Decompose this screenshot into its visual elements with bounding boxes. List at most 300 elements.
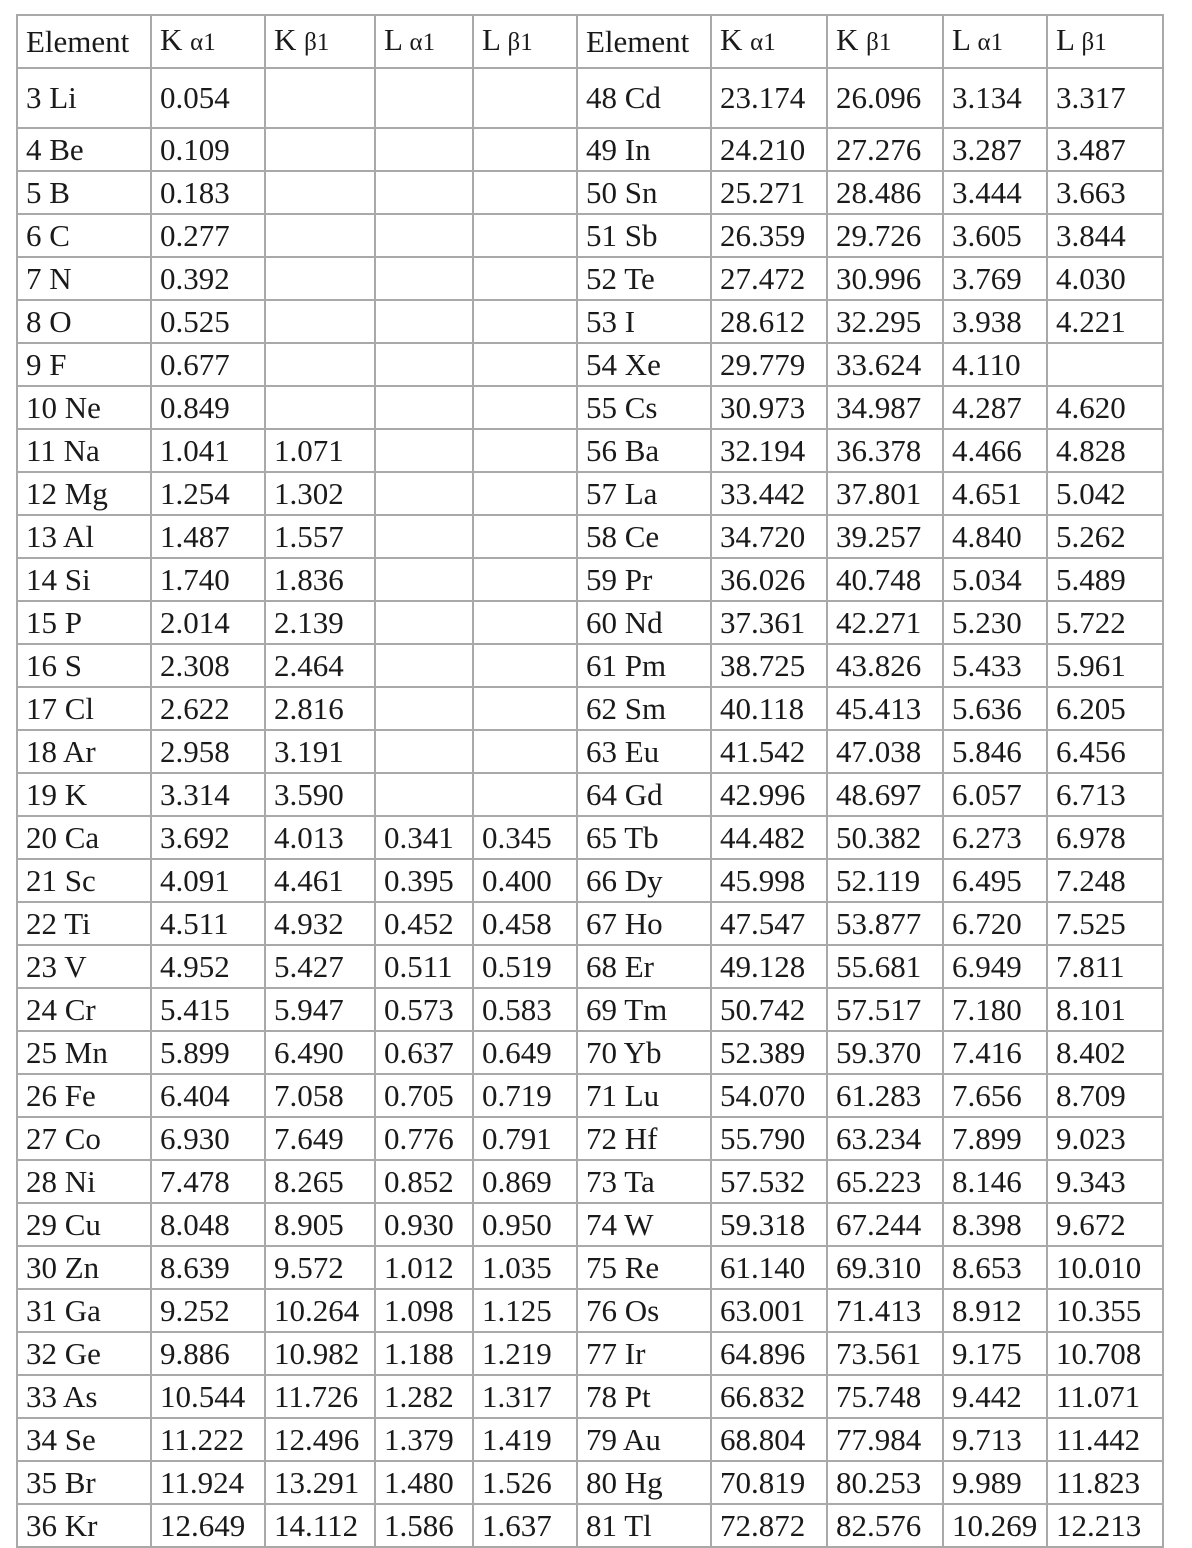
energy-cell bbox=[375, 128, 473, 171]
energy-cell: 6.456 bbox=[1047, 730, 1163, 773]
element-cell: 50 Sn bbox=[577, 171, 711, 214]
element-cell: 31 Ga bbox=[17, 1289, 151, 1332]
element-cell: 49 In bbox=[577, 128, 711, 171]
energy-cell bbox=[473, 601, 577, 644]
energy-cell: 11.071 bbox=[1047, 1375, 1163, 1418]
energy-cell: 7.811 bbox=[1047, 945, 1163, 988]
energy-cell: 71.413 bbox=[827, 1289, 943, 1332]
energy-cell: 11.823 bbox=[1047, 1461, 1163, 1504]
energy-cell: 33.624 bbox=[827, 343, 943, 386]
energy-cell bbox=[375, 68, 473, 128]
element-cell: 18 Ar bbox=[17, 730, 151, 773]
element-cell: 79 Au bbox=[577, 1418, 711, 1461]
energy-cell: 9.023 bbox=[1047, 1117, 1163, 1160]
element-cell: 24 Cr bbox=[17, 988, 151, 1031]
energy-cell: 38.725 bbox=[711, 644, 827, 687]
column-header-symbol: Element bbox=[586, 23, 690, 59]
energy-cell bbox=[473, 730, 577, 773]
column-header-symbol: L bbox=[1056, 22, 1074, 57]
energy-cell: 11.222 bbox=[151, 1418, 265, 1461]
energy-cell: 59.318 bbox=[711, 1203, 827, 1246]
energy-cell bbox=[1047, 343, 1163, 386]
energy-cell: 1.282 bbox=[375, 1375, 473, 1418]
energy-cell: 27.472 bbox=[711, 257, 827, 300]
energy-cell bbox=[375, 257, 473, 300]
energy-cell: 3.769 bbox=[943, 257, 1047, 300]
energy-cell: 4.091 bbox=[151, 859, 265, 902]
energy-cell: 0.583 bbox=[473, 988, 577, 1031]
table-row bbox=[17, 816, 1163, 859]
column-header-symbol: Element bbox=[26, 23, 130, 59]
energy-cell: 10.269 bbox=[943, 1504, 1047, 1547]
energy-cell bbox=[473, 128, 577, 171]
energy-cell: 3.605 bbox=[943, 214, 1047, 257]
energy-cell: 0.869 bbox=[473, 1160, 577, 1203]
energy-cell: 2.464 bbox=[265, 644, 375, 687]
energy-cell: 28.486 bbox=[827, 171, 943, 214]
element-cell: 32 Ge bbox=[17, 1332, 151, 1375]
energy-cell: 45.413 bbox=[827, 687, 943, 730]
energy-cell: 8.048 bbox=[151, 1203, 265, 1246]
energy-cell: 5.722 bbox=[1047, 601, 1163, 644]
energy-cell: 4.221 bbox=[1047, 300, 1163, 343]
header-row bbox=[17, 15, 1163, 68]
energy-cell: 42.996 bbox=[711, 773, 827, 816]
energy-cell: 4.828 bbox=[1047, 429, 1163, 472]
energy-cell: 40.118 bbox=[711, 687, 827, 730]
column-header-symbol: L bbox=[952, 22, 970, 57]
energy-cell: 37.361 bbox=[711, 601, 827, 644]
element-cell: 35 Br bbox=[17, 1461, 151, 1504]
energy-cell: 34.720 bbox=[711, 515, 827, 558]
energy-cell: 0.452 bbox=[375, 902, 473, 945]
column-header-line-label: β1 bbox=[1081, 29, 1107, 56]
energy-cell bbox=[375, 472, 473, 515]
energy-cell: 9.572 bbox=[265, 1246, 375, 1289]
energy-cell bbox=[265, 128, 375, 171]
energy-cell: 43.826 bbox=[827, 644, 943, 687]
energy-cell: 4.620 bbox=[1047, 386, 1163, 429]
energy-cell: 5.899 bbox=[151, 1031, 265, 1074]
energy-cell: 65.223 bbox=[827, 1160, 943, 1203]
energy-cell: 0.705 bbox=[375, 1074, 473, 1117]
energy-cell: 8.101 bbox=[1047, 988, 1163, 1031]
energy-cell: 8.402 bbox=[1047, 1031, 1163, 1074]
element-cell: 69 Tm bbox=[577, 988, 711, 1031]
energy-cell: 2.308 bbox=[151, 644, 265, 687]
energy-cell: 0.525 bbox=[151, 300, 265, 343]
column-header-symbol: K bbox=[720, 22, 743, 57]
element-cell: 48 Cd bbox=[577, 68, 711, 128]
element-cell: 64 Gd bbox=[577, 773, 711, 816]
element-cell: 76 Os bbox=[577, 1289, 711, 1332]
energy-cell: 10.982 bbox=[265, 1332, 375, 1375]
energy-cell: 3.692 bbox=[151, 816, 265, 859]
energy-cell: 3.844 bbox=[1047, 214, 1163, 257]
energy-cell: 10.544 bbox=[151, 1375, 265, 1418]
table-row bbox=[17, 300, 1163, 343]
energy-cell: 1.098 bbox=[375, 1289, 473, 1332]
energy-cell: 10.010 bbox=[1047, 1246, 1163, 1289]
energy-cell: 1.419 bbox=[473, 1418, 577, 1461]
column-header-symbol: L bbox=[384, 22, 402, 57]
element-cell: 23 V bbox=[17, 945, 151, 988]
table-row bbox=[17, 902, 1163, 945]
energy-cell: 42.271 bbox=[827, 601, 943, 644]
element-cell: 21 Sc bbox=[17, 859, 151, 902]
element-cell: 68 Er bbox=[577, 945, 711, 988]
table-row bbox=[17, 1418, 1163, 1461]
energy-cell: 3.663 bbox=[1047, 171, 1163, 214]
energy-cell bbox=[375, 644, 473, 687]
energy-cell: 0.400 bbox=[473, 859, 577, 902]
energy-cell: 1.071 bbox=[265, 429, 375, 472]
column-header bbox=[375, 15, 473, 68]
energy-cell: 5.034 bbox=[943, 558, 1047, 601]
energy-cell: 3.444 bbox=[943, 171, 1047, 214]
energy-cell bbox=[473, 171, 577, 214]
energy-cell: 4.030 bbox=[1047, 257, 1163, 300]
energy-cell: 4.651 bbox=[943, 472, 1047, 515]
energy-cell bbox=[473, 68, 577, 128]
element-cell: 15 P bbox=[17, 601, 151, 644]
energy-cell: 37.801 bbox=[827, 472, 943, 515]
energy-cell: 3.287 bbox=[943, 128, 1047, 171]
energy-cell: 1.041 bbox=[151, 429, 265, 472]
energy-cell: 2.958 bbox=[151, 730, 265, 773]
energy-cell: 11.442 bbox=[1047, 1418, 1163, 1461]
energy-cell: 0.519 bbox=[473, 945, 577, 988]
element-cell: 27 Co bbox=[17, 1117, 151, 1160]
element-cell: 61 Pm bbox=[577, 644, 711, 687]
table-row bbox=[17, 730, 1163, 773]
table-row bbox=[17, 515, 1163, 558]
energy-cell: 0.345 bbox=[473, 816, 577, 859]
table-row bbox=[17, 343, 1163, 386]
energy-cell bbox=[473, 300, 577, 343]
energy-cell: 1.586 bbox=[375, 1504, 473, 1547]
element-cell: 25 Mn bbox=[17, 1031, 151, 1074]
energy-cell bbox=[473, 558, 577, 601]
energy-cell: 4.932 bbox=[265, 902, 375, 945]
energy-cell: 1.219 bbox=[473, 1332, 577, 1375]
energy-cell: 6.490 bbox=[265, 1031, 375, 1074]
energy-cell: 5.489 bbox=[1047, 558, 1163, 601]
column-header bbox=[17, 15, 151, 68]
energy-cell: 4.287 bbox=[943, 386, 1047, 429]
energy-cell: 14.112 bbox=[265, 1504, 375, 1547]
column-header bbox=[943, 15, 1047, 68]
energy-cell: 5.947 bbox=[265, 988, 375, 1031]
element-cell: 5 B bbox=[17, 171, 151, 214]
energy-cell bbox=[375, 171, 473, 214]
element-cell: 75 Re bbox=[577, 1246, 711, 1289]
column-header-symbol: K bbox=[274, 22, 297, 57]
energy-cell: 0.511 bbox=[375, 945, 473, 988]
energy-cell: 11.924 bbox=[151, 1461, 265, 1504]
energy-cell: 4.461 bbox=[265, 859, 375, 902]
energy-cell: 12.649 bbox=[151, 1504, 265, 1547]
energy-cell: 1.637 bbox=[473, 1504, 577, 1547]
energy-cell: 0.395 bbox=[375, 859, 473, 902]
element-cell: 81 Tl bbox=[577, 1504, 711, 1547]
element-cell: 12 Mg bbox=[17, 472, 151, 515]
element-cell: 73 Ta bbox=[577, 1160, 711, 1203]
table-row bbox=[17, 773, 1163, 816]
energy-cell: 1.317 bbox=[473, 1375, 577, 1418]
column-header bbox=[711, 15, 827, 68]
energy-cell: 69.310 bbox=[827, 1246, 943, 1289]
table-row bbox=[17, 128, 1163, 171]
energy-cell: 63.234 bbox=[827, 1117, 943, 1160]
element-cell: 26 Fe bbox=[17, 1074, 151, 1117]
energy-cell: 3.487 bbox=[1047, 128, 1163, 171]
table-header bbox=[17, 15, 1163, 68]
element-cell: 7 N bbox=[17, 257, 151, 300]
table-row bbox=[17, 1461, 1163, 1504]
table-row bbox=[17, 1332, 1163, 1375]
energy-cell: 34.987 bbox=[827, 386, 943, 429]
energy-cell: 27.276 bbox=[827, 128, 943, 171]
energy-cell: 2.622 bbox=[151, 687, 265, 730]
energy-cell: 7.058 bbox=[265, 1074, 375, 1117]
element-cell: 13 Al bbox=[17, 515, 151, 558]
element-cell: 16 S bbox=[17, 644, 151, 687]
energy-cell: 5.961 bbox=[1047, 644, 1163, 687]
energy-cell: 32.194 bbox=[711, 429, 827, 472]
energy-cell: 52.119 bbox=[827, 859, 943, 902]
energy-cell: 5.433 bbox=[943, 644, 1047, 687]
energy-cell bbox=[375, 730, 473, 773]
energy-cell: 1.480 bbox=[375, 1461, 473, 1504]
energy-cell bbox=[473, 343, 577, 386]
column-header-line-label: β1 bbox=[507, 29, 533, 56]
energy-cell: 7.416 bbox=[943, 1031, 1047, 1074]
energy-cell: 10.708 bbox=[1047, 1332, 1163, 1375]
energy-cell: 9.175 bbox=[943, 1332, 1047, 1375]
energy-cell: 0.849 bbox=[151, 386, 265, 429]
energy-cell bbox=[473, 429, 577, 472]
column-header-symbol: K bbox=[160, 22, 183, 57]
table-row bbox=[17, 1117, 1163, 1160]
column-header-line-label: α1 bbox=[750, 29, 776, 56]
energy-cell: 7.180 bbox=[943, 988, 1047, 1031]
element-cell: 66 Dy bbox=[577, 859, 711, 902]
energy-cell: 9.886 bbox=[151, 1332, 265, 1375]
energy-cell bbox=[473, 687, 577, 730]
energy-cell bbox=[375, 515, 473, 558]
energy-cell: 61.283 bbox=[827, 1074, 943, 1117]
energy-cell: 6.978 bbox=[1047, 816, 1163, 859]
energy-cell: 0.341 bbox=[375, 816, 473, 859]
energy-cell: 0.791 bbox=[473, 1117, 577, 1160]
energy-cell: 0.573 bbox=[375, 988, 473, 1031]
energy-cell: 4.952 bbox=[151, 945, 265, 988]
table-row bbox=[17, 1289, 1163, 1332]
energy-cell: 9.672 bbox=[1047, 1203, 1163, 1246]
energy-cell: 9.989 bbox=[943, 1461, 1047, 1504]
energy-cell: 67.244 bbox=[827, 1203, 943, 1246]
energy-cell: 39.257 bbox=[827, 515, 943, 558]
energy-cell: 1.379 bbox=[375, 1418, 473, 1461]
table-row bbox=[17, 1375, 1163, 1418]
energy-cell bbox=[375, 601, 473, 644]
energy-cell: 54.070 bbox=[711, 1074, 827, 1117]
table-row bbox=[17, 859, 1163, 902]
energy-cell: 1.836 bbox=[265, 558, 375, 601]
element-cell: 80 Hg bbox=[577, 1461, 711, 1504]
table-row bbox=[17, 644, 1163, 687]
energy-cell: 1.526 bbox=[473, 1461, 577, 1504]
column-header-symbol: L bbox=[482, 22, 500, 57]
energy-cell: 0.677 bbox=[151, 343, 265, 386]
energy-cell bbox=[473, 515, 577, 558]
energy-cell: 8.653 bbox=[943, 1246, 1047, 1289]
energy-cell bbox=[265, 214, 375, 257]
element-cell: 58 Ce bbox=[577, 515, 711, 558]
energy-cell: 6.930 bbox=[151, 1117, 265, 1160]
energy-cell: 55.681 bbox=[827, 945, 943, 988]
energy-cell: 40.748 bbox=[827, 558, 943, 601]
energy-cell: 0.183 bbox=[151, 171, 265, 214]
energy-cell: 4.013 bbox=[265, 816, 375, 859]
table-row bbox=[17, 1160, 1163, 1203]
energy-cell: 55.790 bbox=[711, 1117, 827, 1160]
energy-cell: 6.495 bbox=[943, 859, 1047, 902]
energy-cell bbox=[375, 687, 473, 730]
energy-cell: 33.442 bbox=[711, 472, 827, 515]
energy-cell: 29.779 bbox=[711, 343, 827, 386]
energy-cell: 59.370 bbox=[827, 1031, 943, 1074]
energy-cell: 12.496 bbox=[265, 1418, 375, 1461]
energy-cell bbox=[265, 257, 375, 300]
table-row bbox=[17, 429, 1163, 472]
energy-cell: 7.478 bbox=[151, 1160, 265, 1203]
table-row bbox=[17, 257, 1163, 300]
energy-cell: 9.343 bbox=[1047, 1160, 1163, 1203]
energy-cell: 32.295 bbox=[827, 300, 943, 343]
column-header bbox=[1047, 15, 1163, 68]
energy-cell: 4.511 bbox=[151, 902, 265, 945]
table-row bbox=[17, 472, 1163, 515]
energy-cell bbox=[473, 773, 577, 816]
energy-cell bbox=[265, 68, 375, 128]
energy-cell: 1.487 bbox=[151, 515, 265, 558]
energy-cell: 36.378 bbox=[827, 429, 943, 472]
element-cell: 54 Xe bbox=[577, 343, 711, 386]
energy-cell: 0.852 bbox=[375, 1160, 473, 1203]
energy-cell: 63.001 bbox=[711, 1289, 827, 1332]
energy-cell: 7.525 bbox=[1047, 902, 1163, 945]
energy-cell: 0.109 bbox=[151, 128, 265, 171]
column-header bbox=[265, 15, 375, 68]
energy-cell: 6.720 bbox=[943, 902, 1047, 945]
energy-cell: 0.458 bbox=[473, 902, 577, 945]
element-cell: 62 Sm bbox=[577, 687, 711, 730]
energy-cell: 5.042 bbox=[1047, 472, 1163, 515]
energy-cell: 73.561 bbox=[827, 1332, 943, 1375]
energy-cell: 2.816 bbox=[265, 687, 375, 730]
element-cell: 10 Ne bbox=[17, 386, 151, 429]
xray-emission-table-container bbox=[16, 14, 1164, 1548]
energy-cell: 30.973 bbox=[711, 386, 827, 429]
element-cell: 74 W bbox=[577, 1203, 711, 1246]
energy-cell: 10.264 bbox=[265, 1289, 375, 1332]
column-header-line-label: α1 bbox=[977, 29, 1004, 56]
column-header-line-label: α1 bbox=[190, 29, 216, 56]
element-cell: 29 Cu bbox=[17, 1203, 151, 1246]
energy-cell: 7.649 bbox=[265, 1117, 375, 1160]
energy-cell: 1.012 bbox=[375, 1246, 473, 1289]
element-cell: 71 Lu bbox=[577, 1074, 711, 1117]
energy-cell bbox=[473, 214, 577, 257]
energy-cell: 47.038 bbox=[827, 730, 943, 773]
table-row bbox=[17, 601, 1163, 644]
energy-cell: 7.656 bbox=[943, 1074, 1047, 1117]
xray-emission-energies-table bbox=[16, 14, 1164, 1548]
energy-cell: 5.427 bbox=[265, 945, 375, 988]
energy-cell: 1.254 bbox=[151, 472, 265, 515]
table-row bbox=[17, 945, 1163, 988]
energy-cell: 8.905 bbox=[265, 1203, 375, 1246]
column-header-symbol: K bbox=[836, 22, 859, 57]
element-cell: 19 K bbox=[17, 773, 151, 816]
energy-cell: 1.557 bbox=[265, 515, 375, 558]
energy-cell: 68.804 bbox=[711, 1418, 827, 1461]
energy-cell bbox=[375, 214, 473, 257]
energy-cell: 50.382 bbox=[827, 816, 943, 859]
energy-cell: 75.748 bbox=[827, 1375, 943, 1418]
table-row bbox=[17, 988, 1163, 1031]
energy-cell bbox=[265, 343, 375, 386]
energy-cell: 5.636 bbox=[943, 687, 1047, 730]
table-row bbox=[17, 1074, 1163, 1117]
energy-cell: 0.054 bbox=[151, 68, 265, 128]
energy-cell: 9.252 bbox=[151, 1289, 265, 1332]
element-cell: 52 Te bbox=[577, 257, 711, 300]
column-header-line-label: β1 bbox=[304, 29, 330, 56]
energy-cell: 44.482 bbox=[711, 816, 827, 859]
energy-cell bbox=[473, 644, 577, 687]
energy-cell: 8.639 bbox=[151, 1246, 265, 1289]
energy-cell: 36.026 bbox=[711, 558, 827, 601]
energy-cell: 25.271 bbox=[711, 171, 827, 214]
energy-cell bbox=[265, 386, 375, 429]
energy-cell: 41.542 bbox=[711, 730, 827, 773]
energy-cell: 28.612 bbox=[711, 300, 827, 343]
column-header bbox=[473, 15, 577, 68]
energy-cell: 1.302 bbox=[265, 472, 375, 515]
energy-cell: 52.389 bbox=[711, 1031, 827, 1074]
energy-cell: 6.713 bbox=[1047, 773, 1163, 816]
energy-cell: 5.415 bbox=[151, 988, 265, 1031]
table-row bbox=[17, 1203, 1163, 1246]
energy-cell: 72.872 bbox=[711, 1504, 827, 1547]
energy-cell bbox=[375, 343, 473, 386]
energy-cell bbox=[375, 300, 473, 343]
element-cell: 34 Se bbox=[17, 1418, 151, 1461]
energy-cell: 0.637 bbox=[375, 1031, 473, 1074]
element-cell: 67 Ho bbox=[577, 902, 711, 945]
energy-cell: 7.248 bbox=[1047, 859, 1163, 902]
energy-cell: 5.230 bbox=[943, 601, 1047, 644]
energy-cell: 3.317 bbox=[1047, 68, 1163, 128]
energy-cell bbox=[473, 257, 577, 300]
energy-cell bbox=[265, 300, 375, 343]
energy-cell: 7.899 bbox=[943, 1117, 1047, 1160]
table-row bbox=[17, 1504, 1163, 1547]
energy-cell: 6.404 bbox=[151, 1074, 265, 1117]
